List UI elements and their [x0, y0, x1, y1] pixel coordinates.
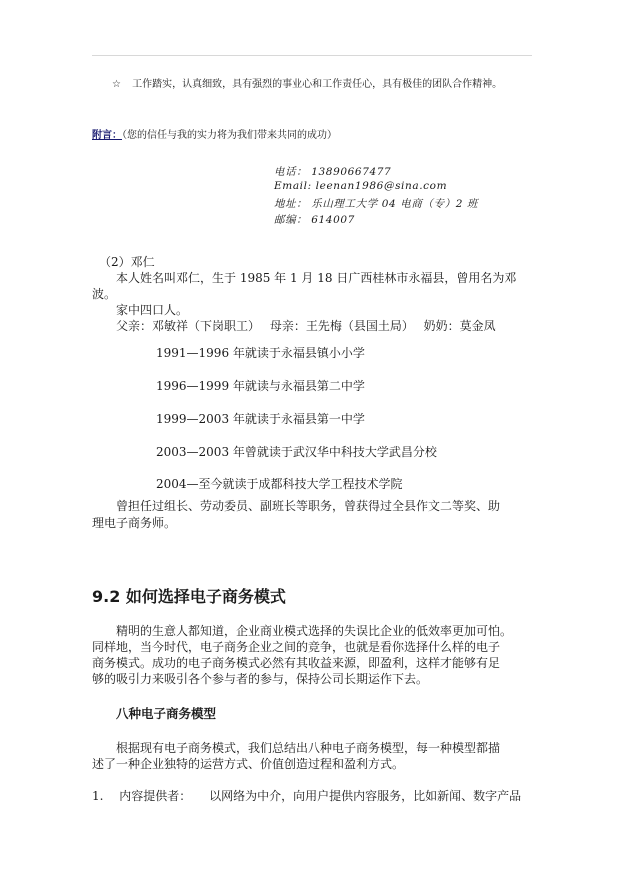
note-text: （您的信任与我的实力将为我们带来共同的成功） — [122, 130, 337, 141]
note-label: 附言： — [92, 130, 122, 141]
education-item: 1991—1996 年就读于永福县镇小小学 — [156, 346, 365, 360]
paragraph-line: 精明的生意人都知道，企业商业模式选择的失误比企业的低效率更加可怕。 — [116, 624, 513, 638]
strength-text: 工作踏实，认真细致，具有强烈的事业心和工作责任心，具有极佳的团队合作精神。 — [132, 79, 503, 90]
paragraph-line: 商务模式。成功的电子商务模式必然有其收益来源，即盈利，这样才能够有足 — [92, 656, 501, 670]
contact-address: 地址： 乐山理工大学 04 电商（专）2 班 — [274, 198, 479, 210]
education-item: 1996—1999 年就读与永福县第二中学 — [156, 379, 365, 393]
item-number: 1. — [92, 789, 104, 803]
section-title: 9.2 如何选择电子商务模式 — [92, 587, 286, 606]
education-item: 2003—2003 年曾就读于武汉华中科技大学武昌分校 — [156, 445, 437, 459]
education-item: 1999—2003 年就读于永福县第一中学 — [156, 412, 365, 426]
contact-phone: 电话： 13890667477 — [274, 166, 392, 178]
subheading: 八种电子商务模型 — [116, 706, 217, 721]
paragraph-line: 述了一种企业独特的运营方式、价值创造过程和盈利方式。 — [92, 757, 405, 771]
profile-family: 家中四口人。 — [116, 303, 189, 317]
profile-intro-line1: 本人姓名叫邓仁，生于 1985 年 1 月 18 日广西桂林市永福县，曾用名为邓 — [116, 271, 517, 285]
star-icon: ☆ — [112, 79, 121, 90]
profile-roles-line1: 曾担任过组长、劳动委员、副班长等职务，曾获得过全县作文二等奖、助 — [116, 499, 501, 513]
strength-bullet — [112, 75, 502, 90]
contact-zip: 邮编： 614007 — [274, 214, 355, 226]
contact-email: Email: leenan1986@sina.com — [274, 180, 448, 192]
top-divider — [92, 55, 532, 56]
profile-heading: （2）邓仁 — [99, 255, 155, 269]
paragraph-line: 够的吸引力来吸引各个参与者的参与，保持公司长期运作下去。 — [92, 672, 429, 686]
paragraph-line: 同样地，当今时代，电子商务企业之间的竞争，也就是看你选择什么样的电子 — [92, 640, 501, 654]
profile-roles-line2: 理电子商务师。 — [92, 516, 177, 530]
education-item: 2004—至今就读于成都科技大学工程技术学院 — [156, 477, 403, 491]
profile-parents: 父亲：邓敏祥（下岗职工） 母亲：王先梅（县国土局） 奶奶：莫金凤 — [116, 319, 496, 333]
item-text: 以网络为中介，向用户提供内容服务，比如新闻、数字产品 — [209, 789, 522, 803]
model-item-1 — [92, 787, 521, 806]
closing-note — [92, 126, 337, 141]
item-label: 内容提供者： — [119, 789, 192, 803]
paragraph-line: 根据现有电子商务模式，我们总结出八种电子商务模型，每一种模型都描 — [116, 741, 501, 755]
profile-intro-line2: 波。 — [92, 287, 117, 301]
